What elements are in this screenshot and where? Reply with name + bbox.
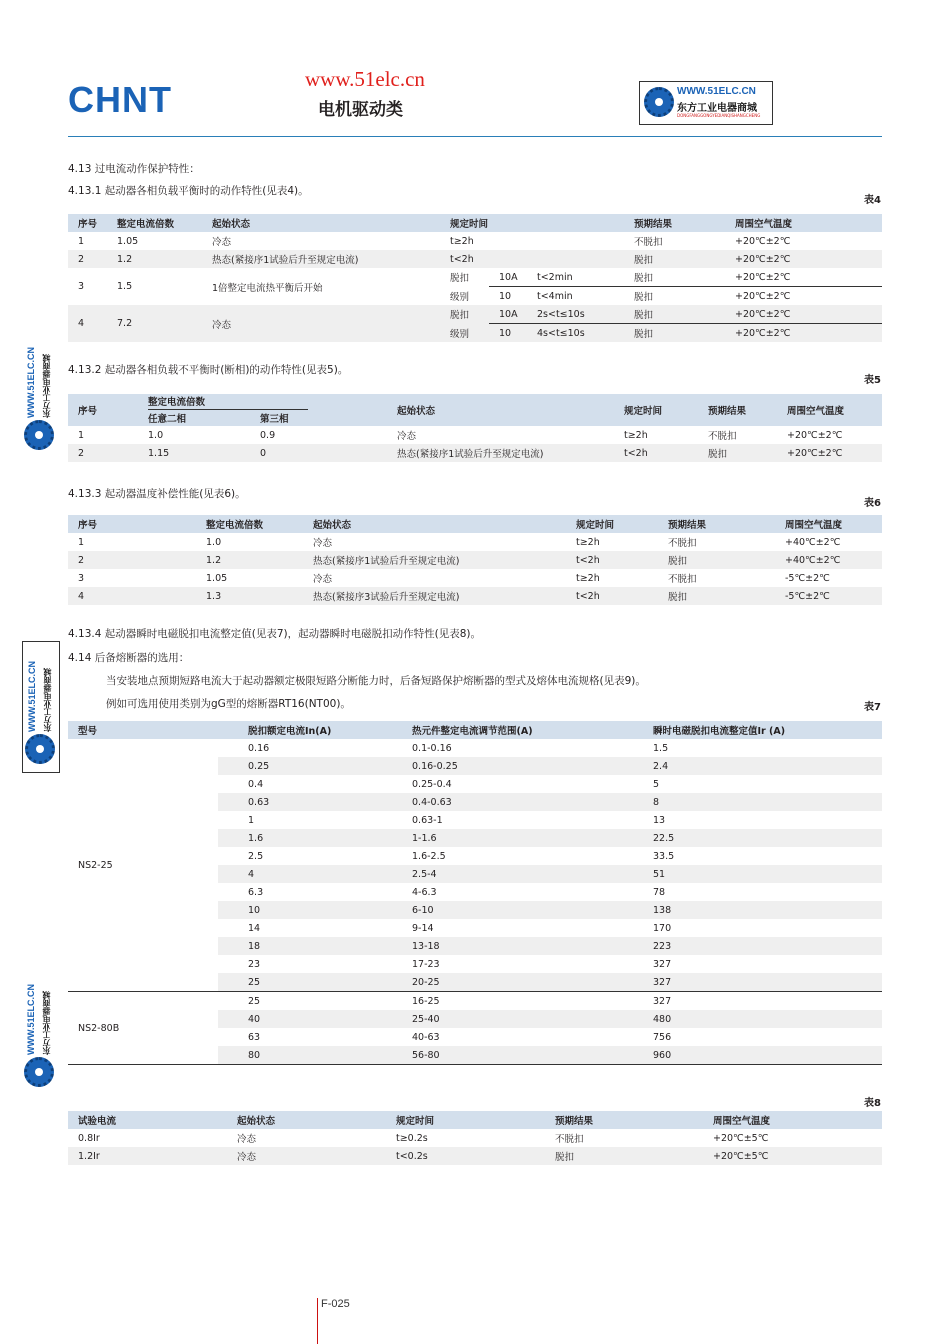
page-category: 电机驱动类 bbox=[318, 100, 403, 120]
table-row: 3 1.05 冷态 t≥2h 不脱扣 -5℃±2℃ bbox=[78, 572, 830, 585]
table-label: 表5 bbox=[864, 375, 881, 386]
table-cell: 756 bbox=[653, 1031, 672, 1043]
table-6 bbox=[68, 515, 882, 605]
table-row: 3 1.5 1倍整定电流热平衡后开始 脱扣 10A t<2min 脱扣 +20℃±2℃ bbox=[68, 268, 882, 287]
table-cell: 18 bbox=[218, 937, 402, 955]
table-row: 0.8Ir 冷态 t≥0.2s 不脱扣 +20℃±5℃ bbox=[78, 1132, 769, 1145]
table-cell: 4-6.3 bbox=[412, 886, 437, 898]
table-row: 4 1.3 热态(紧接序3试验后升至规定电流) t<2h 脱扣 -5℃±2℃ bbox=[68, 587, 882, 605]
shop-stamp bbox=[639, 81, 773, 125]
table-cell: 2.5-4 bbox=[402, 865, 643, 883]
section-heading: 4.13 过电流动作保护特性： bbox=[68, 163, 200, 175]
table-cell: 480 bbox=[643, 1010, 882, 1028]
header-cell: 序号 bbox=[68, 515, 196, 533]
table-cell: 40 bbox=[218, 1010, 402, 1028]
header-cell: 脱扣额定电流In(A) bbox=[218, 721, 402, 739]
table-cell: 78 bbox=[653, 886, 666, 898]
header-cell: 规定时间 bbox=[614, 394, 698, 426]
table-row: 2 1.2 热态(紧接序1试验后升至规定电流) t<2h 脱扣 +40℃±2℃ bbox=[68, 551, 882, 569]
header-cell: 整定电流倍数 bbox=[107, 214, 202, 232]
table-cell: 1.6-2.5 bbox=[412, 850, 446, 862]
gear-icon bbox=[24, 420, 54, 450]
header-cell: 起始状态 bbox=[202, 214, 440, 232]
header-cell: 预期结果 bbox=[658, 515, 775, 533]
table-cell: 170 bbox=[653, 922, 672, 934]
table-label: 表8 bbox=[864, 1098, 881, 1109]
table-row: 2 1.15 0 热态(紧接序1试验后升至规定电流) t<2h 脱扣 +20℃±2℃ bbox=[68, 444, 882, 462]
header-cell: 预期结果 bbox=[698, 394, 777, 426]
table-cell: 0.1-0.16 bbox=[412, 742, 452, 754]
section-heading: 4.13.1 起动器各相负载平衡时的动作特性(见表4)。 bbox=[68, 185, 309, 197]
model-cell: NS2-80B bbox=[68, 992, 218, 1065]
header-cell: 型号 bbox=[68, 721, 218, 739]
stamp-name: 东方工业电器商城 bbox=[677, 103, 757, 114]
table-label: 表4 bbox=[864, 195, 881, 206]
header-cell: 预期结果 bbox=[624, 214, 725, 232]
header-cell: 规定时间 bbox=[386, 1111, 545, 1129]
table-cell: 0.25-0.4 bbox=[412, 778, 452, 790]
table-cell: 0.4-0.63 bbox=[402, 793, 643, 811]
table-cell: 6-10 bbox=[402, 901, 643, 919]
header-divider bbox=[68, 136, 882, 137]
table-cell: 40-63 bbox=[412, 1031, 440, 1043]
table-cell: 1.5 bbox=[653, 742, 669, 754]
header-cell: 规定时间 bbox=[440, 214, 624, 232]
header-cell: 任意二相 bbox=[138, 410, 250, 426]
header-cell: 序号 bbox=[68, 214, 107, 232]
header-cell: 起始状态 bbox=[303, 515, 566, 533]
header-cell: 起始状态 bbox=[387, 394, 614, 426]
table-row: 1.2Ir 冷态 t<0.2s 脱扣 +20℃±5℃ bbox=[68, 1147, 882, 1165]
table-row: 4 7.2 冷态 脱扣 10A 2s<t≤10s 脱扣 +20℃±2℃ bbox=[68, 305, 882, 324]
table-cell: 51 bbox=[643, 865, 882, 883]
table-cell: 25-40 bbox=[402, 1010, 643, 1028]
stamp-pinyin: DONGFANGGONGYEDIANQISHANGCHENG bbox=[677, 113, 761, 118]
header-cell: 热元件整定电流调节范围(A) bbox=[402, 721, 643, 739]
table-cell: 1-1.6 bbox=[402, 829, 643, 847]
table-cell: 25 bbox=[218, 973, 402, 992]
ns2-80b-group bbox=[68, 992, 882, 1065]
section-heading: 4.13.3 起动器温度补偿性能(见表6)。 bbox=[68, 488, 246, 500]
table-cell: 5 bbox=[653, 778, 660, 790]
table-row: 1 1.05 冷态 t≥2h 不脱扣 +20℃±2℃ bbox=[78, 235, 791, 248]
header-cell: 试验电流 bbox=[68, 1111, 227, 1129]
ns2-25-group bbox=[68, 739, 882, 992]
table-row: 级别 10 4s<t≤10s 脱扣 +20℃±2℃ bbox=[68, 324, 882, 343]
table-cell: 9-14 bbox=[412, 922, 434, 934]
table-row: 1 1.0 0.9 冷态 t≥2h 不脱扣 +20℃±2℃ bbox=[78, 429, 843, 442]
table-cell: 0.16 bbox=[248, 742, 270, 754]
table-row: 1 1.0 冷态 t≥2h 不脱扣 +40℃±2℃ bbox=[78, 536, 841, 549]
side-watermark: WWW.51ELC.CN 东方工业电器商城 bbox=[22, 328, 58, 452]
header-cell: 规定时间 bbox=[566, 515, 658, 533]
header-cell: 周围空气温度 bbox=[777, 394, 882, 426]
header-cell: 预期结果 bbox=[545, 1111, 703, 1129]
table-cell: 0.4 bbox=[248, 778, 264, 790]
table-cell: 327 bbox=[643, 992, 882, 1011]
header-cell: 起始状态 bbox=[227, 1111, 386, 1129]
table-5 bbox=[68, 394, 882, 462]
header-cell: 整定电流倍数 bbox=[138, 394, 387, 410]
table-cell: 22.5 bbox=[643, 829, 882, 847]
table-cell: 6.3 bbox=[248, 886, 264, 898]
table-label: 表6 bbox=[864, 498, 881, 509]
header-cell: 瞬时电磁脱扣电流整定值Ir (A) bbox=[643, 721, 882, 739]
table-cell: 56-80 bbox=[402, 1046, 643, 1065]
table-cell: 0.63 bbox=[218, 793, 402, 811]
paragraph: 例如可选用使用类别为gG型的熔断器RT16(NT00)。 bbox=[106, 698, 351, 710]
gear-icon bbox=[24, 1057, 54, 1087]
chnt-logo: CHNT bbox=[68, 79, 172, 120]
table-7 bbox=[68, 721, 882, 1065]
table-cell: 4 bbox=[218, 865, 402, 883]
table-cell: 14 bbox=[248, 922, 261, 934]
header-cell: 周围空气温度 bbox=[725, 214, 882, 232]
table-row bbox=[68, 739, 882, 757]
table-cell: 63 bbox=[248, 1031, 261, 1043]
table-cell: 1 bbox=[248, 814, 255, 826]
site-url[interactable]: www.51elc.cn bbox=[305, 67, 425, 91]
table-row: 2 1.2 热态(紧接序1试验后升至规定电流) t<2h 脱扣 +20℃±2℃ bbox=[68, 250, 882, 268]
table-cell: 80 bbox=[218, 1046, 402, 1065]
table-cell: 0.25 bbox=[218, 757, 402, 775]
section-heading: 4.13.4 起动器瞬时电磁脱扣电流整定值(见表7)，起动器瞬时电磁脱扣动作特性(见表8)。 bbox=[68, 628, 481, 640]
header-cell: 第三相 bbox=[250, 410, 387, 426]
header-cell: 周围空气温度 bbox=[775, 515, 882, 533]
table-row bbox=[68, 992, 882, 1011]
table-cell: 223 bbox=[643, 937, 882, 955]
table-cell: 10 bbox=[218, 901, 402, 919]
footer-divider bbox=[317, 1298, 318, 1344]
header-cell: 周围空气温度 bbox=[703, 1111, 882, 1129]
paragraph: 当安装地点预期短路电流大于起动器额定极限短路分断能力时，后备短路保护熔断器的型式及熔体电流规格(见表9)。 bbox=[106, 675, 646, 687]
table-cell: 25 bbox=[218, 992, 402, 1011]
table-cell: 327 bbox=[643, 973, 882, 992]
table-cell: 0.16-0.25 bbox=[402, 757, 643, 775]
gear-icon bbox=[644, 87, 674, 117]
table-cell: 13 bbox=[653, 814, 666, 826]
table-row: 级别 10 t<4min 脱扣 +20℃±2℃ bbox=[450, 290, 791, 303]
table-4 bbox=[68, 214, 882, 342]
header-cell: 序号 bbox=[68, 394, 138, 426]
model-cell: NS2-25 bbox=[68, 739, 218, 992]
table-cell: 1.6 bbox=[218, 829, 402, 847]
page-number: F-025 bbox=[321, 1298, 350, 1310]
table-cell: 13-18 bbox=[402, 937, 643, 955]
header-cell: 整定电流倍数 bbox=[196, 515, 303, 533]
table-cell: 138 bbox=[643, 901, 882, 919]
table-cell: 0.63-1 bbox=[412, 814, 443, 826]
table-label: 表7 bbox=[864, 702, 881, 713]
stamp-url: WWW.51ELC.CN bbox=[677, 86, 756, 97]
table-cell: 2.4 bbox=[643, 757, 882, 775]
gear-icon bbox=[25, 734, 55, 764]
table-cell: 23 bbox=[248, 958, 261, 970]
table-cell: 327 bbox=[653, 958, 672, 970]
section-heading: 4.13.2 起动器各相负载不平衡时(断相)的动作特性(见表5)。 bbox=[68, 364, 349, 376]
table-cell: 20-25 bbox=[402, 973, 643, 992]
table-8 bbox=[68, 1111, 882, 1165]
side-watermark: WWW.51ELC.CN 东方工业电器商城 bbox=[22, 641, 60, 773]
table-cell: 2.5 bbox=[248, 850, 264, 862]
table-cell: 16-25 bbox=[402, 992, 643, 1011]
side-watermark: WWW.51ELC.CN 东方工业电器商城 bbox=[22, 965, 58, 1089]
table-cell: 33.5 bbox=[653, 850, 675, 862]
section-heading: 4.14 后备熔断器的选用： bbox=[68, 652, 190, 664]
table-cell: 17-23 bbox=[412, 958, 440, 970]
table-cell: 8 bbox=[643, 793, 882, 811]
table-cell: 960 bbox=[643, 1046, 882, 1065]
